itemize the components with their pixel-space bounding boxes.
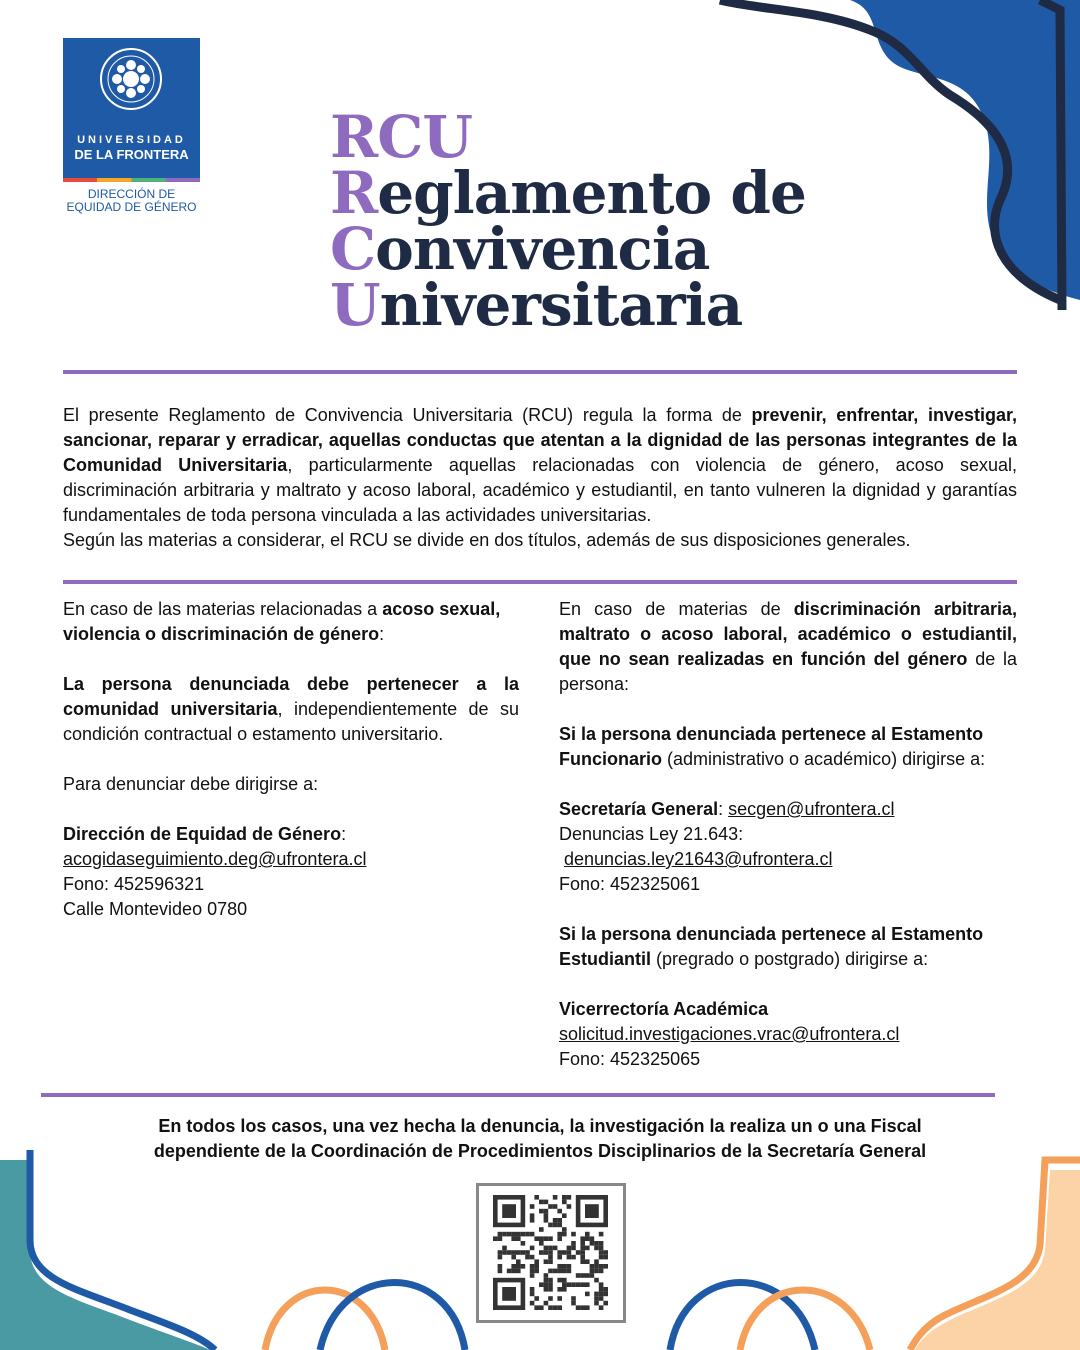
deg-email-link[interactable]: acogidaseguimiento.deg@ufrontera.cl: [63, 849, 367, 869]
deg-address: Calle Montevideo 0780: [63, 899, 248, 919]
vra-office: Vicerrectoría Académica: [559, 999, 769, 1019]
intro-text: El presente Reglamento de Convivencia Universitaria (RCU) regula la forma de prevenir, enfrentar, investigar, sancionar, reparar y erradicar, aquellas conductas que atentan a la dignidad de las personas integrantes de la Comunidad Universitaria, particularmente aquellas relacionadas con violencia de género, acoso sexual, discriminación arbitraria y maltrato y acoso laboral, académico y estudiantil, en tanto vulneren la dignidad y garantías fundamentales de toda persona vinculada a las actividades universitarias. Según las materias a considerar, el RCU se divide en dos títulos, además de sus disposiciones generales.: [63, 405, 1018, 550]
logo-stripe: [63, 178, 200, 182]
bottom-left-decoration: [0, 1150, 260, 1350]
title-line-2: Convivencia: [330, 215, 710, 283]
title-line-3: Universitaria: [330, 271, 743, 339]
logo-line-2: DE LA FRONTERA: [74, 147, 189, 162]
vra-phone: Fono: 452325065: [559, 1049, 701, 1069]
left-lead: En caso de las materias relacionadas a acoso sexual, violencia o discriminación de género:: [63, 599, 501, 644]
title-line-1: Reglamento de: [330, 159, 806, 227]
right-student-condition: Si la persona denunciada pertenece al Estamento Estudiantil (pregrado o postgrado) dirigirse a:: [559, 924, 984, 969]
divider-top: [63, 370, 1017, 374]
deg-phone: Fono: 452596321: [63, 874, 205, 894]
left-office: Dirección de Equidad de Género:: [63, 824, 347, 844]
department-name: DIRECCIÓN DE EQUIDAD DE GÉNERO: [66, 187, 197, 214]
qr-code[interactable]: [476, 1183, 626, 1323]
divider-middle: [63, 580, 1017, 584]
right-column: [559, 597, 1017, 1072]
secgen-email-link[interactable]: secgen@ufrontera.cl: [728, 799, 895, 819]
right-staff-condition: Si la persona denunciada pertenece al Estamento Funcionario (administrativo o académico) dirigirse a:: [559, 724, 986, 769]
vra-email-link[interactable]: solicitud.investigaciones.vrac@ufrontera.cl: [559, 1024, 900, 1044]
intro-paragraph-2: Según las materias a considerar, el RCU se divide en dos títulos, además de sus disposiciones generales.: [63, 530, 911, 550]
qr-code-icon: [479, 1186, 623, 1320]
logo-line-1: UNIVERSIDAD: [77, 134, 186, 146]
law-email-link[interactable]: denuncias.ley21643@ufrontera.cl: [564, 849, 833, 869]
footer-note: En todos los casos, una vez hecha la denuncia, la investigación la realiza un o una Fiscal dependiente de la Coordinación de Procedimientos Disciplinarios de la Secretaría General: [153, 1116, 927, 1161]
left-report-instructions: Para denunciar debe dirigirse a:: [63, 774, 319, 794]
right-lead: En caso de materias de discriminación arbitraria, maltrato o acoso laboral, académico o estudiantil, que no sean realizadas en función del género de la persona:: [559, 599, 1018, 694]
university-emblem-icon: [98, 46, 164, 112]
secgen-phone: Fono: 452325061: [559, 874, 701, 894]
secretaria-general: Secretaría General: secgen@ufrontera.cl: [559, 799, 895, 819]
bottom-right-decoration: [880, 1150, 1080, 1350]
left-condition: La persona denunciada debe pertenecer a la comunidad universitaria, independientemente de su condición contractual o estamento universitario.: [63, 674, 519, 744]
left-column: [63, 597, 519, 922]
divider-bottom: [41, 1093, 995, 1097]
university-logo: [63, 38, 200, 182]
title-acronym: RCU: [330, 103, 472, 171]
law-label: Denuncias Ley 21.643:: [559, 824, 744, 844]
